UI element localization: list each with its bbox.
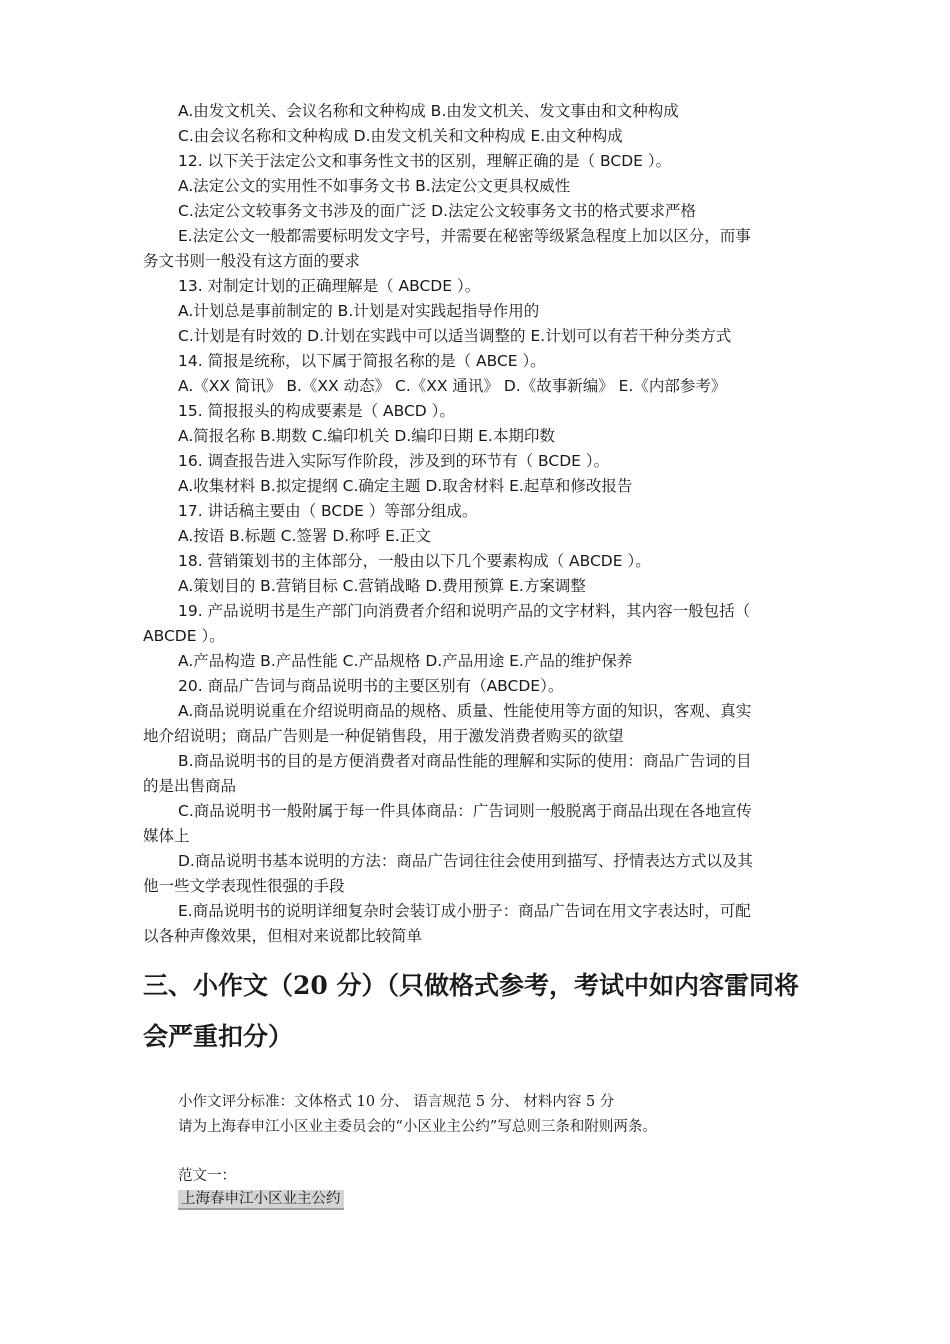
section-heading-line1: 三、小作文（20 分）（只做格式参考，考试中如内容雷同将 [143,971,799,1000]
essay-criteria: 小作文评分标准：文体格式 10 分、 语言规范 5 分、 材料内容 5 分 [178,1094,615,1110]
q20-option-a-cont: 地介绍说明；商品广告则是一种促销售段，用于激发消费者购买的欲望 [143,727,624,745]
q17-options: A.按语 B.标题 C.签署 D.称呼 E.正文 [178,527,431,545]
q14-options: A.《XX 简讯》 B.《XX 动态》 C.《XX 通讯》 D.《故事新编》 E.《内部参考》 [178,377,727,395]
q11-options-ab: A.由发文机关、会议名称和文种构成 B.由发文机关、发文事由和文种构成 [178,102,679,120]
q19-question: 19. 产品说明书是生产部门向消费者介绍和说明产品的文字材料，其内容一般包括（ [178,602,751,620]
sample-label: 范文一： [178,1168,236,1184]
q14-question: 14. 简报是统称，以下属于简报名称的是（ ABCE ）。 [178,352,546,370]
q20-option-d: D.商品说明书基本说明的方法：商品广告词往往会使用到描写、抒情表达方式以及其 [178,852,753,870]
q15-options: A.简报名称 B.期数 C.编印机关 D.编印日期 E.本期印数 [178,427,555,445]
q13-question: 13. 对制定计划的正确理解是（ ABCDE ）。 [178,277,481,295]
q18-options: A.策划目的 B.营销目标 C.营销战略 D.费用预算 E.方案调整 [178,577,586,595]
q20-option-b: B.商品说明书的目的是方便消费者对商品性能的理解和实际的使用：商品广告词的目 [178,752,752,770]
q20-option-c-cont: 媒体上 [143,827,190,845]
q16-question: 16. 调查报告进入实际写作阶段，涉及到的环节有（ BCDE ）。 [178,452,610,470]
q11-options-cde: C.由会议名称和文种构成 D.由发文机关和文种构成 E.由文种构成 [178,127,623,145]
q20-option-a: A.商品说明说重在介绍说明商品的规格、质量、性能使用等方面的知识，客观、真实 [178,702,752,720]
sample-title-wrap [178,1189,344,1209]
q20-option-e-cont: 以各种声像效果，但相对来说都比较简单 [143,927,423,945]
section-heading-line2: 会严重扣分） [143,1022,294,1051]
q12-option-e-cont: 务文书则一般没有这方面的要求 [143,252,361,270]
q20-question: 20. 商品广告词与商品说明书的主要区别有（ABCDE）。 [178,677,564,695]
q19-options: A.产品构造 B.产品性能 C.产品规格 D.产品用途 E.产品的维护保养 [178,652,633,670]
q17-question: 17. 讲话稿主要由（ BCDE ）等部分组成。 [178,502,478,520]
essay-prompt: 请为上海春申江小区业主委员会的“小区业主公约”写总则三条和附则两条。 [178,1119,657,1135]
q12-options-ab: A.法定公文的实用性不如事务文书 B.法定公文更具权威性 [178,177,571,195]
q15-question: 15. 简报报头的构成要素是（ ABCD ）。 [178,402,455,420]
q16-options: A.收集材料 B.拟定提纲 C.确定主题 D.取舍材料 E.起草和修改报告 [178,477,633,495]
q19-question-cont: ABCDE ）。 [143,627,225,645]
sample-title: 上海春申江小区业主公约 [178,1190,344,1210]
q13-options-cde: C.计划是有时效的 D.计划在实践中可以适当调整的 E.计划可以有若干种分类方式 [178,327,732,345]
q20-option-b-cont: 的是出售商品 [143,777,237,795]
q20-option-d-cont: 他一些文学表现性很强的手段 [143,877,345,895]
q12-question: 12. 以下关于法定公文和事务性文书的区别，理解正确的是（ BCDE ）。 [178,152,672,170]
q20-option-e: E.商品说明书的说明详细复杂时会装订成小册子：商品广告词在用文字表达时，可配 [178,902,751,920]
q12-option-e: E.法定公文一般都需要标明发文字号，并需要在秘密等级紧急程度上加以区分，而事 [178,227,751,245]
q13-options-ab: A.计划总是事前制定的 B.计划是对实践起指导作用的 [178,302,540,320]
q20-option-c: C.商品说明书一般附属于每一件具体商品：广告词则一般脱离于商品出现在各地宣传 [178,802,752,820]
q18-question: 18. 营销策划书的主体部分，一般由以下几个要素构成（ ABCDE ）。 [178,552,651,570]
q12-options-cd: C.法定公文较事务文书涉及的面广泛 D.法定公文较事务文书的格式要求严格 [178,202,697,220]
